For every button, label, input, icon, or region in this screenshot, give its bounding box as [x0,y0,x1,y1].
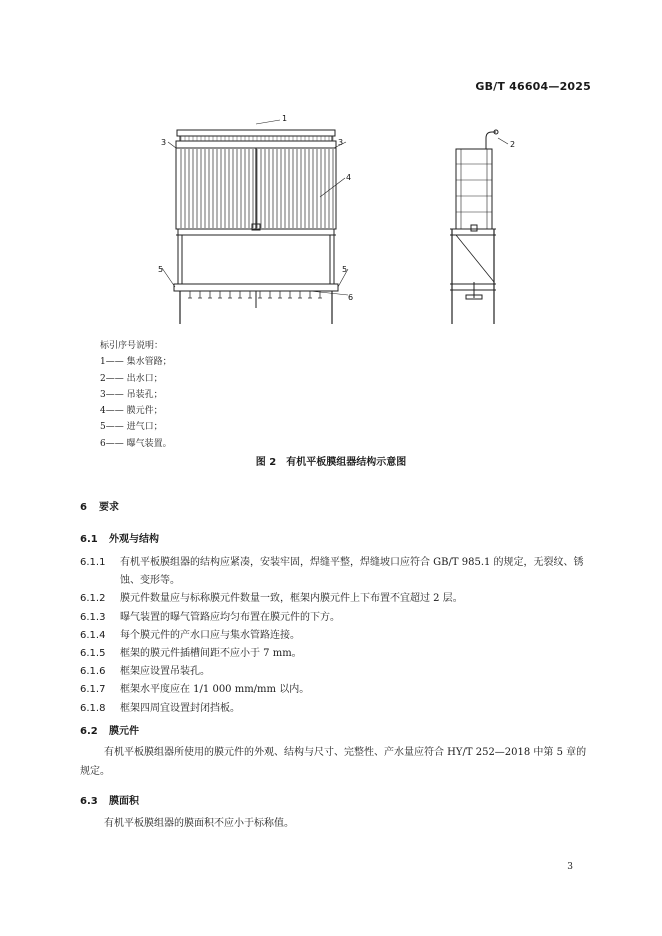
section-number: 6.2 [80,726,98,737]
legend-item: 2—— 出水口； [100,373,163,384]
standard-code: GB/T 46604—2025 [475,80,591,93]
callout-5-right: 5 [342,265,348,274]
clause-text: 框架应设置吊装孔。 [120,666,210,678]
clause-text: 框架的膜元件插槽间距不应小于 7 mm。 [120,648,302,660]
callout-1: 1 [282,114,288,123]
section-title: 膜元件 [109,726,139,737]
figure-legend [100,338,172,452]
clause-number: 6.1.7 [80,684,106,696]
section-6-2-text: 有机平板膜组器所使用的膜元件的外观、结构与尺寸、完整性、产水量应符合 HY/T 252—2018 中第 5 章的规定。 [80,747,587,777]
section-6-2-heading [80,722,139,737]
callout-3-left: 3 [161,138,167,147]
membrane-assembly-figure [150,112,530,332]
clause-text: 膜元件数量应与标称膜元件数量一致，框架内膜元件上下布置不宜超过 2 层。 [120,593,463,605]
section-6-heading [80,498,119,513]
clause-6-1-6 [80,663,592,681]
section-title: 要求 [99,502,119,513]
legend-item: 5—— 进气口； [100,422,163,433]
callout-2: 2 [510,140,516,149]
section-title: 膜面积 [109,796,139,807]
section-number: 6.3 [80,796,98,807]
clause-number: 6.1.2 [80,593,106,605]
legend-item: 6—— 曝气装置。 [100,438,172,449]
section-title: 外观与结构 [109,534,159,545]
callout-3-right: 3 [338,138,344,147]
callout-6: 6 [348,293,354,302]
legend-item: 3—— 吊装孔； [100,389,163,400]
clause-6-1-4 [80,627,592,645]
clause-number: 6.1.8 [80,702,106,714]
clause-6-1-8 [80,700,592,718]
legend-item: 1—— 集水管路； [100,357,172,368]
page-number: 3 [567,862,573,872]
clause-text: 每个膜元件的产水口应与集水管路连接。 [120,629,300,641]
legend-item: 4—— 膜元件； [100,406,163,417]
section-number: 6.1 [80,534,98,545]
callout-5-left: 5 [158,265,164,274]
clause-list [80,554,592,718]
clause-number: 6.1.4 [80,629,106,641]
clause-number: 6.1.6 [80,666,106,678]
clause-6-1-1 [80,554,592,590]
clause-number: 6.1.1 [80,557,106,568]
figure-caption: 图 2 有机平板膜组器结构示意图 [255,457,407,468]
clause-number: 6.1.5 [80,648,106,660]
clause-6-1-5 [80,645,592,663]
clause-text: 有机平板膜组器的结构应紧凑，安装牢固，焊缝平整，焊缝坡口应符合 GB/T 985.1 的规定，无裂纹、锈蚀、变形等。 [120,557,584,587]
clause-6-1-3 [80,609,592,627]
section-number: 6 [80,502,87,513]
front-view [162,120,348,324]
callout-4: 4 [346,173,352,182]
clause-6-1-7 [80,681,592,699]
section-6-3-text: 有机平板膜组器的膜面积不应小于标称值。 [104,818,294,829]
section-6-3-heading [80,792,139,807]
clause-6-1-2 [80,590,592,608]
section-6-1-heading [80,530,159,545]
legend-title: 标引序号说明： [100,341,164,351]
clause-text: 框架水平度应在 1/1 000 mm/mm 以内。 [120,684,310,696]
side-view [450,130,508,324]
clause-number: 6.1.3 [80,611,106,623]
clause-text: 曝气装置的曝气管路应均匀布置在膜元件的下方。 [120,611,340,623]
clause-text: 框架四周宜设置封闭挡板。 [120,702,240,714]
